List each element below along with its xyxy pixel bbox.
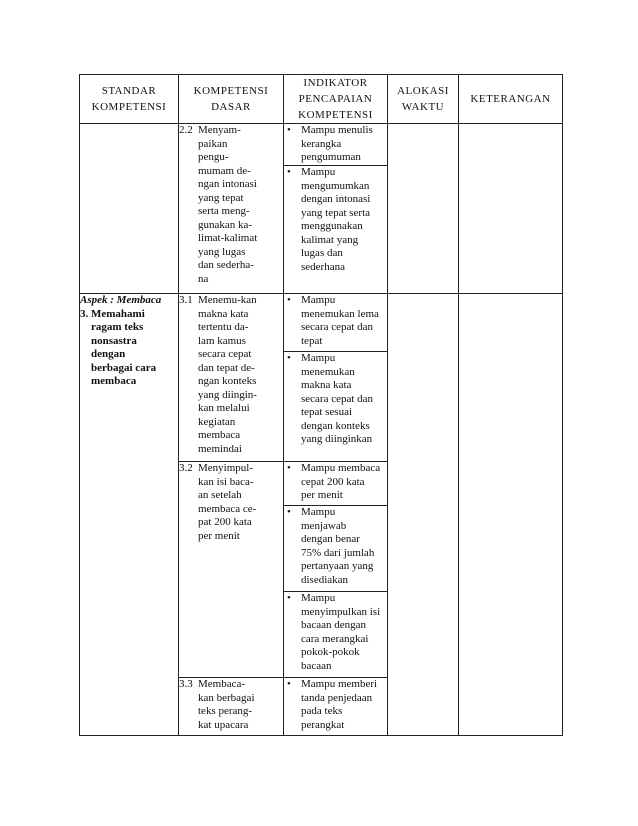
syllabus-table <box>79 74 563 736</box>
indikator-text: Mampu memberi tanda penjedaan pada teks perangkat <box>301 678 378 731</box>
indikator-text: Mampu menyimpulkan isi bacaan dengan cara merangkai pokok-pokok bacaan <box>301 592 381 672</box>
bullet-icon: • <box>287 166 291 178</box>
bullet-icon: • <box>287 678 291 690</box>
alokasi-cell <box>388 294 459 736</box>
header-kompetensi-dasar: KOMPETENSI DASAR <box>179 75 284 124</box>
kd-2-2-cell <box>179 124 284 294</box>
bullet-icon: • <box>287 506 291 518</box>
indikator-cell <box>284 166 388 294</box>
header-keterangan: KETERANGAN <box>459 75 563 124</box>
kd-number: 3.1 <box>179 294 193 306</box>
kd-3-3-cell <box>179 678 284 736</box>
header-alokasi-waktu: ALOKASI WAKTU <box>388 75 459 124</box>
standar-kompetensi-text: 3. Memahami ragam teks nonsastra dengan berbagai cara membaca <box>80 307 157 387</box>
header-indikator: INDIKATOR PENCAPAIAN KOMPETENSI <box>284 75 388 124</box>
bullet-icon: • <box>287 294 291 306</box>
bullet-icon: • <box>287 462 291 474</box>
indikator-cell <box>284 506 388 592</box>
indikator-text: Mampu menjawab dengan benar 75% dari jumlah pertanyaan yang disediakan <box>301 506 375 586</box>
kd-3-1-cell <box>179 294 284 462</box>
indikator-cell <box>284 294 388 352</box>
standar-kompetensi-cell-empty <box>80 124 179 294</box>
kd-number: 3.2 <box>179 462 193 474</box>
table-row <box>80 124 563 166</box>
indikator-text: Mampu menemukan lema secara cepat dan tepat <box>301 294 379 347</box>
bullet-icon: • <box>287 352 291 364</box>
keterangan-cell <box>459 124 563 294</box>
kd-description: Menyimpul- kan isi baca- an setelah membaca ce- pat 200 kata per menit <box>198 462 257 542</box>
kd-3-2-cell <box>179 462 284 678</box>
kd-number: 2.2 <box>179 124 193 136</box>
header-row <box>80 75 563 124</box>
keterangan-cell <box>459 294 563 736</box>
kd-description: Menyam- paikan pengu- mumam de- ngan intonasi yang tepat serta meng- gunakan ka- limat-kalimat yang lugas dan sederha- na <box>198 124 258 285</box>
indikator-text: Mampu mengumumkan dengan intonasi yang tepat serta menggunakan kalimat yang lugas dan sederhana <box>301 166 371 273</box>
indikator-cell <box>284 124 388 166</box>
kd-description: Menemu-kan makna kata tertentu da- lam kamus secara cepat dan tepat de- ngan konteks yang diingin- kan melalui kegiatan membaca memindai <box>198 294 257 455</box>
alokasi-cell <box>388 124 459 294</box>
indikator-cell <box>284 592 388 678</box>
table-row <box>80 294 563 352</box>
indikator-text: Mampu menemukan makna kata secara cepat dan tepat sesuai dengan konteks yang diinginkan <box>301 352 374 445</box>
indikator-text: Mampu menulis kerangka pengumuman <box>301 124 373 163</box>
indikator-cell <box>284 678 388 736</box>
indikator-cell <box>284 352 388 462</box>
standar-kompetensi-cell <box>80 294 179 736</box>
aspect-label: Aspek : Membaca <box>80 294 162 306</box>
indikator-text: Mampu membaca cepat 200 kata per menit <box>301 462 381 501</box>
bullet-icon: • <box>287 592 291 604</box>
kd-description: Membaca- kan berbagai teks perang- kat upacara <box>198 678 255 731</box>
header-standar-kompetensi: STANDAR KOMPETENSI <box>80 75 179 124</box>
kd-number: 3.3 <box>179 678 193 690</box>
bullet-icon: • <box>287 124 291 136</box>
indikator-cell <box>284 462 388 506</box>
